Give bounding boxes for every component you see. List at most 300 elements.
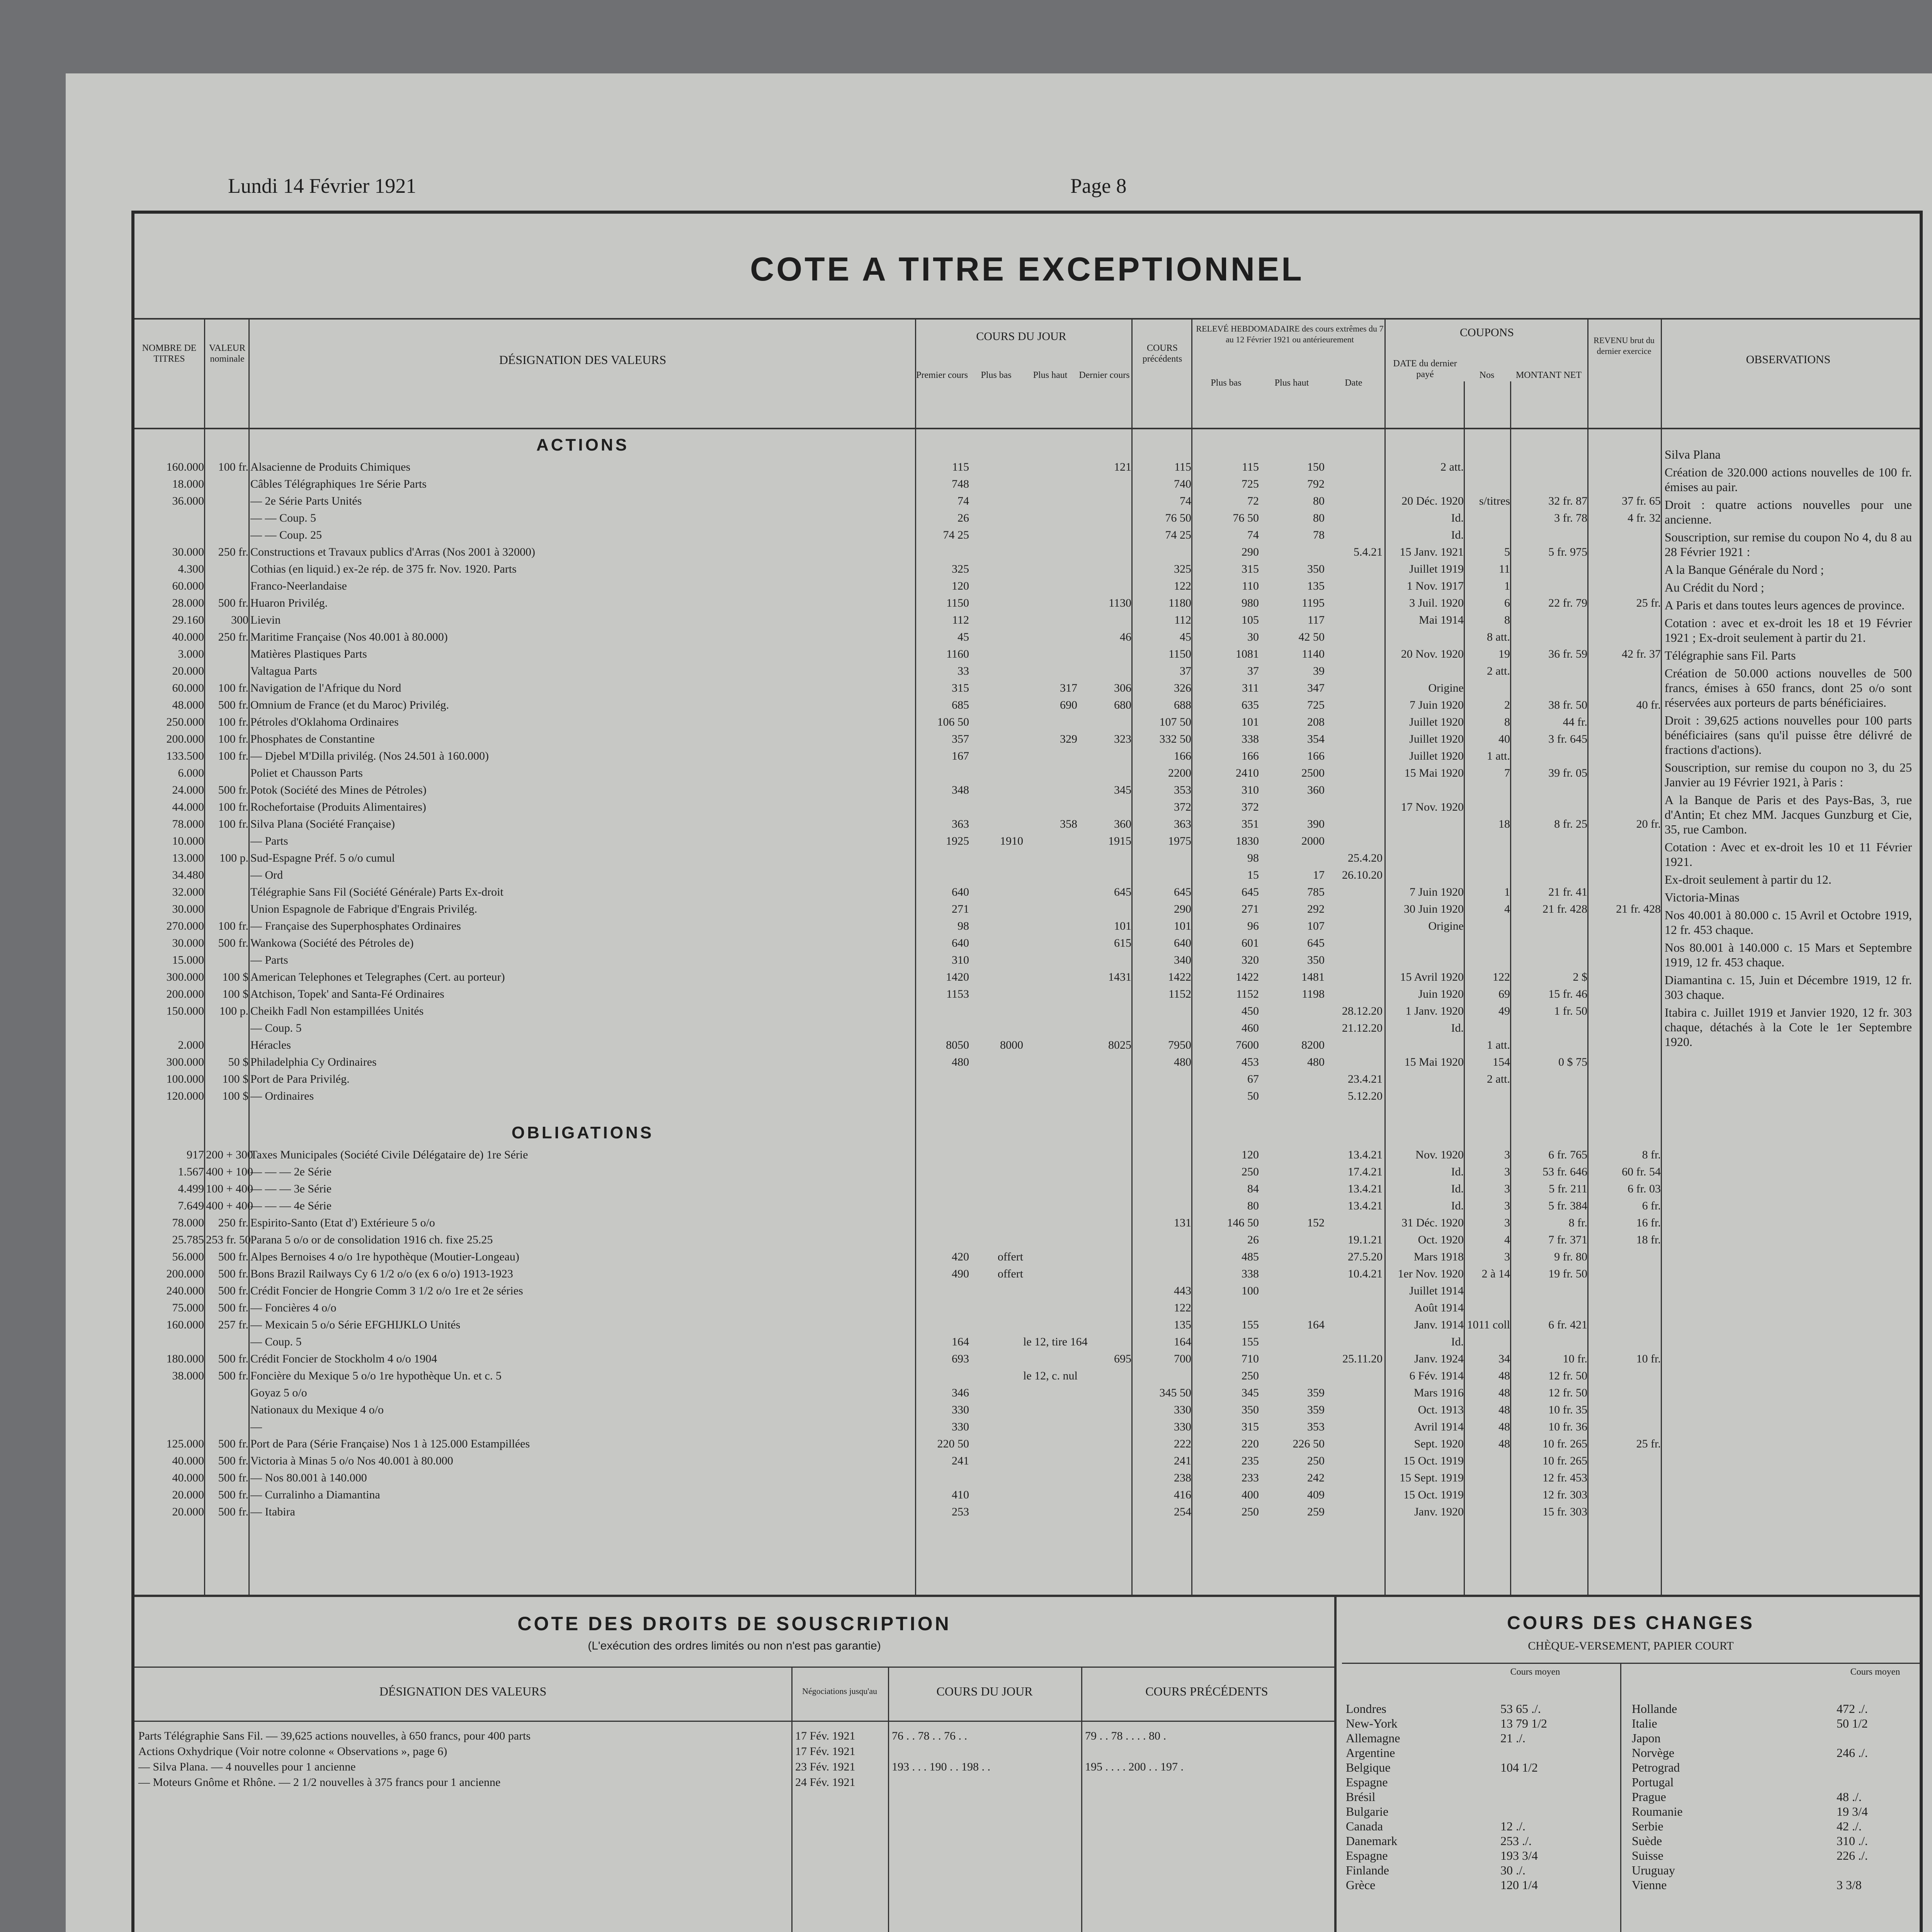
cote-cell: 640 xyxy=(1174,937,1191,949)
cote-row xyxy=(134,1435,1661,1452)
cote-cell: 235 xyxy=(1242,1454,1259,1467)
cote-cell: Philadelphia Cy Ordinaires xyxy=(250,1056,377,1068)
col-coupons: COUPONS xyxy=(1459,326,1514,339)
cote-cell: 2 att. xyxy=(1487,665,1510,677)
list-item xyxy=(1346,1760,1616,1775)
cote-cell: 3 xyxy=(1504,1148,1510,1161)
cote-cell: 680 xyxy=(1114,699,1131,711)
list-cell: Italie xyxy=(1632,1716,1657,1730)
cote-cell: 40.000 xyxy=(172,1471,204,1484)
cote-cell: 45 xyxy=(957,631,969,643)
cote-cell: 10.4.21 xyxy=(1348,1267,1383,1280)
list-item xyxy=(1628,1819,1914,1833)
list-cell: 120 1/4 xyxy=(1500,1878,1538,1892)
cote-cell: 18 fr. xyxy=(1636,1233,1661,1246)
cote-cell: 166 xyxy=(1242,750,1259,762)
cote-cell: 1140 xyxy=(1302,648,1325,660)
cote-cell: 8 att. xyxy=(1487,631,1510,643)
list-item xyxy=(1346,1716,1616,1731)
cote-cell: 645 xyxy=(1114,886,1131,898)
cote-cell: 125.000 xyxy=(166,1437,204,1450)
cote-cell: 8000 xyxy=(1000,1039,1023,1051)
cote-cell: 346 xyxy=(952,1386,969,1399)
cote-cell: 645 xyxy=(1174,886,1191,898)
cote-cell: 7 Juin 1920 xyxy=(1409,699,1464,711)
cote-cell: 690 xyxy=(1060,699,1077,711)
cote-cell: Août 1914 xyxy=(1414,1301,1464,1314)
cote-cell: Matières Plastiques Parts xyxy=(250,648,367,660)
cote-cell: Franco-Neerlandaise xyxy=(250,580,347,592)
cote-cell: 12 fr. 50 xyxy=(1548,1386,1587,1399)
cote-cell: 2500 xyxy=(1301,767,1325,779)
page-number: Page 8 xyxy=(1070,174,1127,197)
cote-cell: 34 xyxy=(1498,1352,1510,1365)
cote-cell: 100 $ xyxy=(222,988,248,1000)
cote-cell: 250 xyxy=(1242,1369,1259,1382)
cote-cell: 1081 xyxy=(1236,648,1259,660)
text-line: Création de 320.000 actions nouvelles de 100 fr. émises au pair. xyxy=(1665,465,1912,494)
cote-cell: 4.499 xyxy=(178,1182,204,1195)
cote-cell: 2200 xyxy=(1168,767,1191,779)
cote-row xyxy=(134,1163,1661,1180)
cote-cell: 100 fr. xyxy=(218,682,248,694)
droits-col-negociation: Négociations jusqu'au xyxy=(802,1686,877,1696)
cote-cell: 480 xyxy=(1307,1056,1325,1068)
cote-cell: Mars 1918 xyxy=(1413,1250,1464,1263)
cote-cell: 34.480 xyxy=(172,869,204,881)
cote-cell: 98 xyxy=(957,920,969,932)
cote-cell: — Foncières 4 o/o xyxy=(250,1301,337,1314)
list-cell: Roumanie xyxy=(1632,1804,1683,1818)
cote-cell: 257 fr. xyxy=(218,1318,248,1331)
cote-cell: 154 xyxy=(1493,1056,1510,1068)
list-cell: 12 ./. xyxy=(1500,1819,1526,1833)
cote-cell: Télégraphie Sans Fil (Société Générale) Parts Ex-droit xyxy=(250,886,503,898)
col-cours-prec: COURS précédents xyxy=(1142,343,1182,364)
list-item xyxy=(134,1744,1334,1759)
cote-cell: 332 50 xyxy=(1159,733,1191,745)
cote-cell: 416 xyxy=(1174,1488,1191,1501)
cote-cell: 100 xyxy=(1242,1284,1259,1297)
cote-cell: 39 xyxy=(1313,665,1325,677)
cote-cell: 6 fr. 765 xyxy=(1548,1148,1587,1161)
list-cell: 17 Fév. 1921 xyxy=(795,1745,855,1758)
cote-cell: 56.000 xyxy=(172,1250,204,1263)
cote-cell: Valtagua Parts xyxy=(250,665,317,677)
cote-cell: 7950 xyxy=(1168,1039,1191,1051)
cote-cell: 390 xyxy=(1307,818,1325,830)
droits-title: COTE DES DROITS DE SOUSCRIPTION xyxy=(517,1613,951,1634)
cote-cell: 306 xyxy=(1114,682,1131,694)
cote-cell: 693 xyxy=(952,1352,969,1365)
cote-header xyxy=(134,320,1920,429)
cote-row xyxy=(134,459,1661,476)
list-cell: Norvège xyxy=(1632,1746,1675,1760)
cote-cell: 748 xyxy=(952,478,969,490)
cote-table xyxy=(134,318,1920,1597)
cote-cell: Oct. 1913 xyxy=(1418,1403,1464,1416)
cote-cell: 15 fr. 303 xyxy=(1543,1505,1587,1518)
changes-left-list xyxy=(1346,1701,1616,1892)
cote-cell: 1915 xyxy=(1108,835,1131,847)
cote-cell: 120 xyxy=(952,580,969,592)
text-line: A la Banque de Paris et des Pays-Bas, 3, rue d'Antin; Et chez MM. Jacques Gunzburg et Cie, 35, rue Cambon. xyxy=(1665,793,1912,836)
cote-cell: 10 fr. xyxy=(1636,1352,1661,1365)
text-line: Cotation : avec et ex-droit les 18 et 19 Février 1921 ; Ex-droit seulement à partir du 21. xyxy=(1665,616,1912,645)
cote-cell: 250 xyxy=(1242,1505,1259,1518)
cote-row xyxy=(134,1020,1661,1037)
cote-cell: 13.4.21 xyxy=(1348,1199,1383,1212)
cote-cell: 146 50 xyxy=(1227,1216,1259,1229)
cote-cell: 725 xyxy=(1307,699,1325,711)
cote-cell: 15 Avril 1920 xyxy=(1400,971,1464,983)
cote-row xyxy=(134,867,1661,884)
cote-cell: 345 xyxy=(1114,784,1131,796)
list-item xyxy=(1628,1745,1914,1760)
text-line: Souscription, sur remise du coupon no 3, du 25 Janvier au 19 Février 1921, à Paris : xyxy=(1665,760,1912,789)
cote-cell: 7 xyxy=(1504,767,1510,779)
cote-cell: — Coup. 5 xyxy=(250,1335,302,1348)
cote-cell: 44.000 xyxy=(172,801,204,813)
cote-cell: Oct. 1920 xyxy=(1418,1233,1464,1246)
cote-cell: American Telephones et Telegraphes (Cert. au porteur) xyxy=(250,971,505,983)
cote-row xyxy=(134,1418,1661,1435)
list-cell: Bulgarie xyxy=(1346,1804,1389,1818)
list-item xyxy=(134,1759,1334,1775)
cote-cell: 106 50 xyxy=(937,716,969,728)
cote-cell: 38 fr. 50 xyxy=(1548,699,1587,711)
cote-cell: 350 xyxy=(1242,1403,1259,1416)
col-designation: DÉSIGNATION DES VALEURS xyxy=(499,353,667,367)
cote-cell: Juillet 1914 xyxy=(1409,1284,1464,1297)
cote-cell: Janv. 1924 xyxy=(1414,1352,1464,1365)
cote-cell: 1195 xyxy=(1302,597,1325,609)
cote-cell: 360 xyxy=(1307,784,1325,796)
cote-row xyxy=(134,646,1661,663)
cote-cell: 345 xyxy=(1242,1386,1259,1399)
cote-cell: 409 xyxy=(1307,1488,1325,1501)
cote-cell: 3 fr. 78 xyxy=(1554,512,1587,524)
cote-cell: 18.000 xyxy=(172,478,204,490)
cote-cell: 15 fr. 46 xyxy=(1548,988,1587,1000)
cote-row xyxy=(134,816,1661,833)
list-cell: 472 ./. xyxy=(1837,1702,1868,1716)
cote-cell: Juillet 1920 xyxy=(1409,733,1464,745)
cote-row xyxy=(134,1452,1661,1469)
cote-cell: 242 xyxy=(1307,1471,1325,1484)
cote-cell: 1 fr. 50 xyxy=(1554,1005,1587,1017)
cote-cell: 20 Déc. 1920 xyxy=(1401,495,1464,507)
text-line: Souscription, sur remise du coupon No 4, du 8 au 28 Février 1921 : xyxy=(1665,530,1912,559)
cote-cell: 310 xyxy=(952,954,969,966)
cote-cell: — Curralinho a Diamantina xyxy=(250,1488,380,1501)
cote-cell: 72 xyxy=(1247,495,1259,507)
list-cell: Serbie xyxy=(1632,1819,1663,1833)
cote-cell: 6 fr. xyxy=(1642,1199,1661,1212)
cote-cell: Goyaz 5 o/o xyxy=(250,1386,307,1399)
cote-cell: 400 xyxy=(1242,1488,1259,1501)
cote-cell: 20 Nov. 1920 xyxy=(1401,648,1464,660)
cote-row xyxy=(134,850,1661,867)
cote-cell: 101 xyxy=(1174,920,1191,932)
cote-cell: 74 25 xyxy=(943,529,969,541)
cote-cell: — Mexicain 5 o/o Série EFGHIJKLO Unités xyxy=(250,1318,461,1331)
list-cell: 42 ./. xyxy=(1837,1819,1862,1833)
col-rel-date: Date xyxy=(1345,378,1362,388)
cote-cell: 12 fr. 303 xyxy=(1543,1488,1587,1501)
cote-cell: 10 fr. 265 xyxy=(1543,1437,1587,1450)
cote-cell: 270.000 xyxy=(166,920,204,932)
cote-cell: 12 fr. 453 xyxy=(1543,1471,1587,1484)
cote-cell: 200.000 xyxy=(166,733,204,745)
obligations-heading: OBLIGATIONS xyxy=(511,1123,654,1142)
cote-cell: 233 xyxy=(1242,1471,1259,1484)
cote-cell: 76 50 xyxy=(1233,512,1259,524)
cote-cell: Taxes Municipales (Société Civile Délégataire de) 1re Série xyxy=(250,1148,528,1161)
cote-cell: 311 xyxy=(1242,682,1259,694)
col-plus-bas: Plus bas xyxy=(981,370,1012,380)
cote-cell: 133.500 xyxy=(166,750,204,762)
cote-cell: 253 xyxy=(952,1505,969,1518)
cote-cell: Mai 1914 xyxy=(1419,614,1464,626)
cote-cell: Pétroles d'Oklahoma Ordinaires xyxy=(250,716,399,728)
cote-cell: 325 xyxy=(952,563,969,575)
cote-cell: 200 + 300 xyxy=(206,1148,253,1161)
cote-cell: 1481 xyxy=(1301,971,1325,983)
cote-row xyxy=(134,1316,1661,1333)
cote-cell: 3.000 xyxy=(178,648,204,660)
cote-cell: 26 xyxy=(957,512,969,524)
cote-cell: Port de Para (Série Française) Nos 1 à 125.000 Estampillées xyxy=(250,1437,530,1450)
cote-cell: 740 xyxy=(1174,478,1191,490)
cote-cell: 32.000 xyxy=(172,886,204,898)
cote-row xyxy=(134,1037,1661,1054)
cote-cell: 1 xyxy=(1504,886,1510,898)
cote-row xyxy=(134,901,1661,918)
droits-section xyxy=(134,1597,1337,1932)
cote-cell: Crédit Foncier de Stockholm 4 o/o 1904 xyxy=(250,1352,437,1365)
list-cell: — Silva Plana. — 4 nouvelles pour 1 ancienne xyxy=(138,1760,356,1773)
col-observations: OBSERVATIONS xyxy=(1746,353,1831,366)
cote-cell: 21.12.20 xyxy=(1342,1022,1383,1034)
list-item xyxy=(1346,1848,1616,1863)
cote-cell: Silva Plana (Société Française) xyxy=(250,818,395,830)
cote-cell: 49 xyxy=(1498,1005,1510,1017)
cote-cell: — Parts xyxy=(250,954,288,966)
cote-cell: — Nos 80.001 à 140.000 xyxy=(250,1471,367,1484)
text-line: Création de 50.000 actions nouvelles de 500 francs, émises à 650 francs, dont 25 o/o sont réservées aux porteurs de parts bénéficiaires. xyxy=(1665,666,1912,709)
list-item xyxy=(1628,1863,1914,1878)
cote-cell: 100 fr. xyxy=(218,920,248,932)
cote-cell: 1198 xyxy=(1302,988,1325,1000)
droits-subtitle: (L'exécution des ordres limités ou non n'est pas garantie) xyxy=(588,1639,881,1652)
cote-cell: 23.4.21 xyxy=(1348,1073,1383,1085)
cote-row xyxy=(134,527,1661,544)
col-dernier: Dernier cours xyxy=(1079,370,1130,380)
cote-cell: 323 xyxy=(1114,733,1131,745)
cote-cell: 101 xyxy=(1242,716,1259,728)
cote-cell: 645 xyxy=(1307,937,1325,949)
cote-row xyxy=(134,680,1661,697)
cote-cell: 164 xyxy=(952,1335,969,1348)
cote-cell: — Itabira xyxy=(250,1505,295,1518)
cote-cell: 338 xyxy=(1242,1267,1259,1280)
cote-cell: 42 fr. 37 xyxy=(1622,648,1661,660)
cote-cell: 317 xyxy=(1060,682,1077,694)
cote-cell: 74 25 xyxy=(1165,529,1191,541)
cote-cell: 25.785 xyxy=(172,1233,204,1246)
list-item xyxy=(1346,1745,1616,1760)
list-item xyxy=(1628,1789,1914,1804)
cote-cell: 372 xyxy=(1242,801,1259,813)
cote-cell: 363 xyxy=(1174,818,1191,830)
cote-cell: 30.000 xyxy=(172,937,204,949)
cote-row xyxy=(134,765,1661,782)
text-line: A Paris et dans toutes leurs agences de province. xyxy=(1665,598,1905,612)
cote-cell: 500 fr. xyxy=(218,1352,248,1365)
cote-cell: 121 xyxy=(1114,461,1131,473)
list-cell: Petrograd xyxy=(1632,1760,1680,1774)
cote-row xyxy=(134,782,1661,799)
cote-cell: 100 p. xyxy=(219,1005,248,1017)
cote-cell: 21 fr. 41 xyxy=(1548,886,1587,898)
cote-cell: 200.000 xyxy=(166,1267,204,1280)
cote-cell: Id. xyxy=(1451,1199,1464,1212)
list-cell: 104 1/2 xyxy=(1500,1760,1538,1774)
cote-cell: 8 fr. xyxy=(1568,1216,1587,1229)
cote-cell: 208 xyxy=(1307,716,1325,728)
cote-cell: Janv. 1914 xyxy=(1414,1318,1464,1331)
cote-cell: 250 fr. xyxy=(218,631,248,643)
cote-row xyxy=(134,476,1661,493)
cote-cell: 48 xyxy=(1498,1386,1510,1399)
cote-cell: 100 fr. xyxy=(218,801,248,813)
cote-cell: 725 xyxy=(1242,478,1259,490)
list-cell: Portugal xyxy=(1632,1775,1674,1789)
cote-cell: 101 xyxy=(1114,920,1131,932)
cote-cell: 69 xyxy=(1498,988,1510,1000)
cote-cell: 27.5.20 xyxy=(1348,1250,1383,1263)
cote-cell: 3 xyxy=(1504,1199,1510,1212)
col-plus-haut: Plus haut xyxy=(1033,370,1068,380)
cote-cell: Id. xyxy=(1451,1182,1464,1195)
cote-cell: 310 xyxy=(1242,784,1259,796)
cote-cell: 315 xyxy=(952,682,969,694)
cote-row xyxy=(134,799,1661,816)
cote-cell: 21 fr. 428 xyxy=(1543,903,1587,915)
cote-cell: 500 fr. xyxy=(218,1250,248,1263)
cote-cell: 329 xyxy=(1060,733,1077,745)
cote-cell: Id. xyxy=(1451,529,1464,541)
cote-cell: — Coup. 5 xyxy=(250,1022,302,1034)
list-item xyxy=(134,1728,1334,1744)
cote-cell: 1153 xyxy=(946,988,969,1000)
cote-cell: 1150 xyxy=(946,597,969,609)
cote-cell: 44 fr. xyxy=(1563,716,1587,728)
cote-cell: 1 Janv. 1920 xyxy=(1405,1005,1464,1017)
cote-cell: 107 xyxy=(1307,920,1325,932)
cote-cell: Union Espagnole de Fabrique d'Engrais Privilég. xyxy=(250,903,477,915)
cote-cell: 30.000 xyxy=(172,903,204,915)
cote-cell: 15 Mai 1920 xyxy=(1404,1056,1464,1068)
col-c-date: DATE du dernier payé xyxy=(1393,359,1457,379)
cote-cell: 250 xyxy=(1307,1454,1325,1467)
cote-cell: 8 fr. 25 xyxy=(1554,818,1587,830)
cote-cell: 13.000 xyxy=(172,852,204,864)
cote-cell: 10 fr. 265 xyxy=(1543,1454,1587,1467)
cote-cell: 6 fr. 03 xyxy=(1628,1182,1661,1195)
cote-cell: 345 50 xyxy=(1159,1386,1191,1399)
cote-row xyxy=(134,1071,1661,1088)
list-cell: 24 Fév. 1921 xyxy=(795,1776,855,1789)
cote-cell: 7.649 xyxy=(178,1199,204,1212)
cote-cell: 17 Nov. 1920 xyxy=(1401,801,1464,813)
cote-cell: 1011 coll xyxy=(1467,1318,1510,1331)
cote-cell: 28.12.20 xyxy=(1342,1005,1383,1017)
cote-cell: 348 xyxy=(952,784,969,796)
cote-cell: Origine xyxy=(1428,682,1464,694)
page-date: Lundi 14 Février 1921 xyxy=(228,174,417,197)
cote-cell: 340 xyxy=(1174,954,1191,966)
cote-cell: 8050 xyxy=(946,1039,969,1051)
list-cell: Vienne xyxy=(1632,1878,1667,1892)
cote-cell: 15 xyxy=(1247,869,1259,881)
list-cell: 253 ./. xyxy=(1500,1834,1532,1848)
cote-cell: Alsacienne de Produits Chimiques xyxy=(250,461,411,473)
droits-list xyxy=(134,1728,1334,1790)
list-item xyxy=(1628,1760,1914,1775)
cote-cell: — — Coup. 5 xyxy=(250,512,316,524)
cote-cell: 13.4.21 xyxy=(1348,1182,1383,1195)
cote-cell: 2000 xyxy=(1301,835,1325,847)
cote-cell: 351 xyxy=(1242,818,1259,830)
cote-cell: 4 xyxy=(1504,903,1510,915)
list-cell: 246 ./. xyxy=(1837,1746,1868,1760)
cote-cell: 160.000 xyxy=(166,461,204,473)
cote-cell: 353 xyxy=(1174,784,1191,796)
cote-cell: 250 fr. xyxy=(218,546,248,558)
cote-cell: 3 xyxy=(1504,1182,1510,1195)
cote-cell: — — — 2e Série xyxy=(250,1165,332,1178)
cote-cell: 290 xyxy=(1174,903,1191,915)
cote-cell: 645 xyxy=(1242,886,1259,898)
cote-row xyxy=(134,1197,1661,1214)
cote-row xyxy=(134,1180,1661,1197)
cote-cell: Câbles Télégraphiques 1re Série Parts xyxy=(250,478,427,490)
droits-col-jour: COURS DU JOUR xyxy=(936,1684,1033,1698)
cote-cell: 155 xyxy=(1242,1318,1259,1331)
cote-cell: 21 fr. 428 xyxy=(1616,903,1661,915)
cote-cell: 115 xyxy=(1242,461,1259,473)
cote-row xyxy=(134,561,1661,578)
cote-row xyxy=(134,1003,1661,1020)
cote-cell: 238 xyxy=(1174,1471,1191,1484)
col-revenu: REVENU brut du dernier exercice xyxy=(1594,335,1655,356)
cote-cell: 115 xyxy=(1174,461,1191,473)
cote-cell: 700 xyxy=(1174,1352,1191,1365)
cote-cell: Crédit Foncier de Hongrie Comm 3 1/2 o/o 1re et 2e séries xyxy=(250,1284,523,1297)
list-cell: 53 65 ./. xyxy=(1500,1702,1541,1716)
cote-cell: — Parts xyxy=(250,835,288,847)
cote-cell: 372 xyxy=(1174,801,1191,813)
cote-cell: 3 xyxy=(1504,1250,1510,1263)
cote-cell: 8 xyxy=(1504,716,1510,728)
cote-cell: 37 xyxy=(1180,665,1191,677)
cote-cell: le 12, c. nul xyxy=(1023,1369,1078,1382)
list-cell: 79 . . 78 . . . . 80 . xyxy=(1085,1730,1166,1742)
list-cell: 50 1/2 xyxy=(1837,1716,1868,1730)
cote-row xyxy=(134,663,1661,680)
